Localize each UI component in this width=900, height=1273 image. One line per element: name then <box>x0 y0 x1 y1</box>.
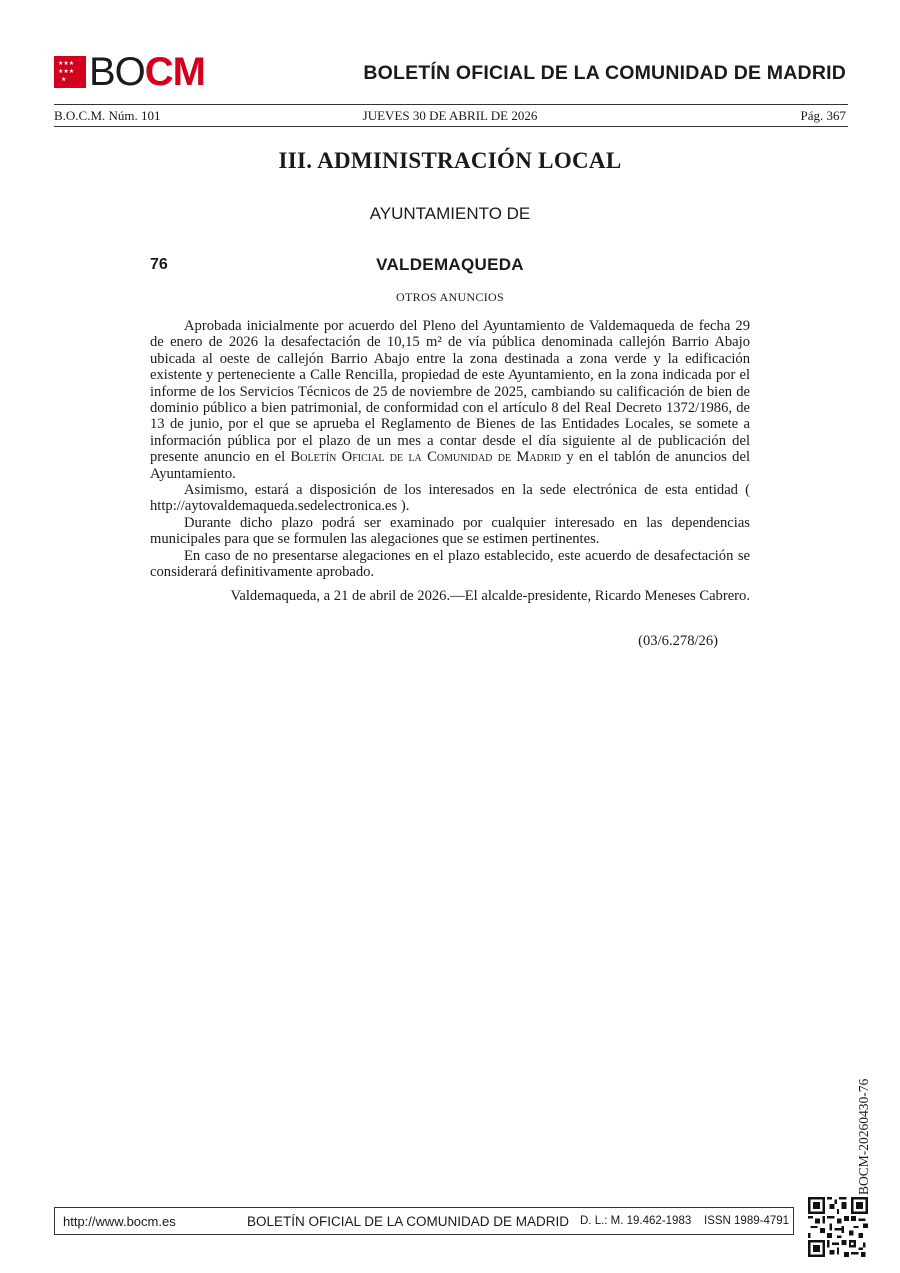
footer <box>54 1207 794 1235</box>
announcement-number: 76 <box>150 256 168 273</box>
category-label: OTROS ANUNCIOS <box>396 290 504 304</box>
issue-date: JUEVES 30 DE ABRIL DE 2026 <box>362 108 538 123</box>
bulletin-name: Boletín Oficial de la Comunidad de Madrid <box>290 449 562 466</box>
issue-number: B.O.C.M. Núm. 101 <box>54 108 161 123</box>
subheader-rule <box>54 126 848 127</box>
document-identifier: BOCM-20260430-76 <box>856 1078 871 1195</box>
logo-text: BOCM <box>89 50 206 94</box>
issn: ISSN 1989-4791 <box>704 1215 790 1227</box>
paragraph-3: Durante dicho plazo podrá ser examinado por cualquier interesado en las dependencias municipales para que se formulen las alegaciones que se estimen pertinentes. <box>150 514 750 548</box>
footer-url[interactable]: http://www.bocm.es <box>63 1214 176 1229</box>
municipality-heading: VALDEMAQUEDA <box>376 255 524 274</box>
bocm-logo <box>54 50 206 94</box>
page-number: Pág. 367 <box>800 108 846 123</box>
footer-title: BOLETÍN OFICIAL DE LA COMUNIDAD DE MADRID <box>247 1214 570 1229</box>
legal-deposit: D. L.: M. 19.462-1983 <box>580 1215 692 1227</box>
madrid-stars-icon: ★★★ ★★★ ★ <box>54 56 86 88</box>
paragraph-2: Asimismo, estará a disposición de los interesados en la sede electrónica de esta entidad ( http://aytovaldemaqueda.sedelectronica.es ). <box>150 482 750 515</box>
entity-heading: AYUNTAMIENTO DE <box>369 204 531 223</box>
paragraph-4: En caso de no presentarse alegaciones en el plazo establecido, este acuerdo de desafectación se considerará definitivamente aprobado. <box>150 547 750 581</box>
qr-code-icon <box>808 1197 868 1257</box>
reference-code: (03/6.278/26) <box>638 633 718 649</box>
paragraph-1: Aprobada inicialmente por acuerdo del Pleno del Ayuntamiento de Valdemaqueda de fecha 29 de enero de 2026 la desafectación de 10,15 m² de vía pública denominada callejón Barrio Abajo ubicada al oeste de callejón Barrio Abajo entre la zona destinada a zona verde y la edificación existente y perteneciente a Calle Rencilla, propiedad de este Ayuntamiento, en la zona indicada por el informe de los Servicios Técnicos de 25 de noviembre de 2025, cambiando su calificación de bien de dominio público a bien patrimonial, de conformidad con el artículo 8 del Real Decreto 1372/1986, de 13 de junio, por el que se aprueba el Reglamento de Bienes de las Entidades Locales, se somete a información pública por el plazo de un mes a contar desde el día siguiente al de publicación del presente anuncio en el Boletín Oficial de la Comunidad de Madrid y en el tablón de anuncios del Ayuntamiento. <box>150 318 751 482</box>
section-title: III. ADMINISTRACIÓN LOCAL <box>278 148 622 173</box>
header-rule <box>54 104 848 105</box>
announcement-body <box>150 318 750 604</box>
masthead-title: BOLETÍN OFICIAL DE LA COMUNIDAD DE MADRID <box>363 62 846 84</box>
signature: Valdemaqueda, a 21 de abril de 2026.—El alcalde-presidente, Ricardo Meneses Cabrero. <box>230 587 750 604</box>
